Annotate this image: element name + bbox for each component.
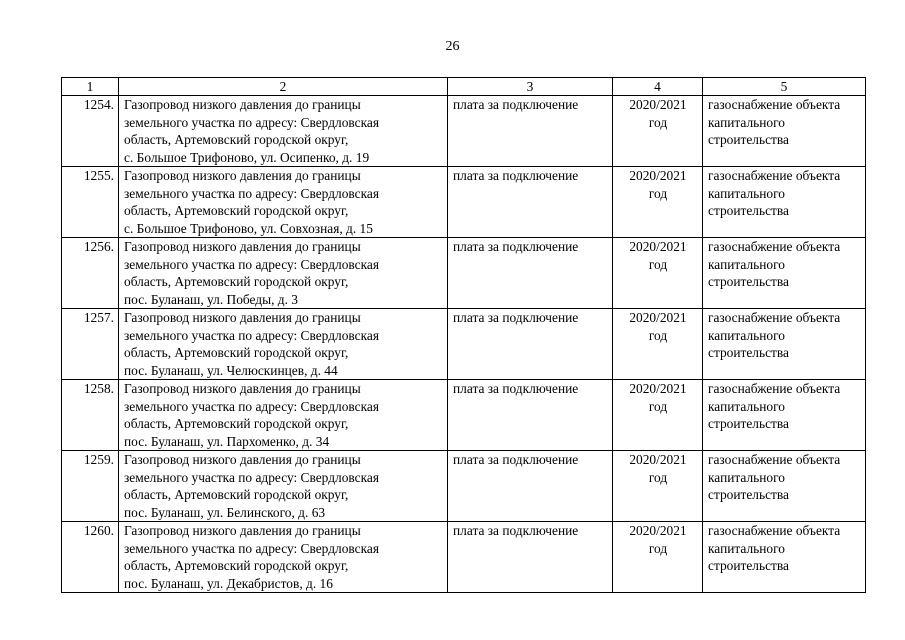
period-cell: [613, 309, 703, 380]
period-line: 2020/2021: [629, 310, 687, 325]
period-cell: [613, 380, 703, 451]
object-description-cell: [119, 167, 448, 238]
object-description-cell: [119, 309, 448, 380]
object-description-line: земельного участка по адресу: Свердловская: [124, 469, 379, 485]
object-description-line: Газопровод низкого давления до границы: [124, 310, 361, 325]
purpose-cell: [703, 96, 866, 167]
column-header-2: 2: [119, 78, 448, 96]
object-description-cell: [119, 451, 448, 522]
row-number-cell: 1259.: [62, 451, 119, 522]
object-description-line: Газопровод низкого давления до границы: [124, 523, 361, 538]
object-description-line: область, Артемовский городской округ,: [124, 416, 349, 431]
period-cell: [613, 167, 703, 238]
purpose-line: строительства: [708, 274, 789, 289]
object-description-line: область, Артемовский городской округ,: [124, 203, 349, 218]
funding-source-cell: плата за подключение: [448, 167, 613, 238]
object-description-line: пос. Буланаш, ул. Победы, д. 3: [124, 291, 298, 307]
column-header-3: 3: [448, 78, 613, 96]
period-line: 2020/2021: [629, 168, 687, 183]
purpose-cell: [703, 380, 866, 451]
column-header-4: 4: [613, 78, 703, 96]
object-description-cell: [119, 238, 448, 309]
row-number-cell: 1256.: [62, 238, 119, 309]
funding-source-cell: плата за подключение: [448, 522, 613, 593]
purpose-cell: [703, 522, 866, 593]
period-line: год: [648, 114, 668, 130]
row-number-cell: 1260.: [62, 522, 119, 593]
period-cell: [613, 451, 703, 522]
object-description-line: с. Большое Трифоново, ул. Совхозная, д. 15: [124, 220, 373, 236]
object-description-line: Газопровод низкого давления до границы: [124, 452, 361, 467]
purpose-line: газоснабжение объекта: [708, 97, 841, 112]
period-line: год: [648, 256, 668, 272]
row-number-cell: 1255.: [62, 167, 119, 238]
object-description-line: область, Артемовский городской округ,: [124, 558, 349, 573]
purpose-line: капитального: [708, 185, 785, 201]
purpose-line: капитального: [708, 540, 785, 556]
object-description-cell: [119, 96, 448, 167]
period-line: 2020/2021: [629, 523, 687, 538]
purpose-cell: [703, 167, 866, 238]
object-description-cell: [119, 522, 448, 593]
purpose-line: строительства: [708, 487, 789, 502]
object-description-line: земельного участка по адресу: Свердловская: [124, 327, 379, 343]
funding-source-cell: плата за подключение: [448, 309, 613, 380]
purpose-line: газоснабжение объекта: [708, 310, 841, 325]
table-header-row: [62, 78, 866, 96]
object-description-line: пос. Буланаш, ул. Декабристов, д. 16: [124, 575, 333, 591]
purpose-line: строительства: [708, 132, 789, 147]
object-description-line: земельного участка по адресу: Свердловская: [124, 256, 379, 272]
period-line: год: [648, 540, 668, 556]
object-description-line: область, Артемовский городской округ,: [124, 132, 349, 147]
table-row: [62, 96, 866, 167]
period-cell: [613, 522, 703, 593]
row-number-cell: 1257.: [62, 309, 119, 380]
object-description-line: земельного участка по адресу: Свердловская: [124, 540, 379, 556]
object-description-line: область, Артемовский городской округ,: [124, 274, 349, 289]
column-header-1: 1: [62, 78, 119, 96]
purpose-line: строительства: [708, 558, 789, 573]
purpose-line: капитального: [708, 398, 785, 414]
object-description-line: Газопровод низкого давления до границы: [124, 381, 361, 396]
table-body: [62, 96, 866, 593]
purpose-line: капитального: [708, 114, 785, 130]
page-number: 26: [445, 39, 460, 54]
purpose-line: капитального: [708, 256, 785, 272]
period-line: 2020/2021: [629, 381, 687, 396]
purpose-line: газоснабжение объекта: [708, 452, 841, 467]
table-row: [62, 451, 866, 522]
purpose-cell: [703, 451, 866, 522]
object-description-line: с. Большое Трифоново, ул. Осипенко, д. 19: [124, 149, 370, 165]
funding-source-cell: плата за подключение: [448, 380, 613, 451]
purpose-line: газоснабжение объекта: [708, 381, 841, 396]
period-line: год: [648, 185, 668, 201]
object-description-line: пос. Буланаш, ул. Пархоменко, д. 34: [124, 433, 330, 449]
period-line: год: [648, 469, 668, 485]
object-description-line: Газопровод низкого давления до границы: [124, 97, 361, 112]
purpose-cell: [703, 238, 866, 309]
object-description-line: Газопровод низкого давления до границы: [124, 168, 361, 183]
table-row: [62, 522, 866, 593]
purpose-line: строительства: [708, 416, 789, 431]
table-row: [62, 238, 866, 309]
object-description-line: Газопровод низкого давления до границы: [124, 239, 361, 254]
funding-source-cell: плата за подключение: [448, 451, 613, 522]
table-row: [62, 167, 866, 238]
purpose-line: капитального: [708, 327, 785, 343]
row-number-cell: 1254.: [62, 96, 119, 167]
object-description-line: область, Артемовский городской округ,: [124, 487, 349, 502]
funding-source-cell: плата за подключение: [448, 96, 613, 167]
purpose-line: строительства: [708, 345, 789, 360]
period-line: год: [648, 327, 668, 343]
investment-program-table: [61, 77, 866, 593]
funding-source-cell: плата за подключение: [448, 238, 613, 309]
purpose-line: газоснабжение объекта: [708, 239, 841, 254]
purpose-line: капитального: [708, 469, 785, 485]
object-description-line: земельного участка по адресу: Свердловская: [124, 114, 379, 130]
object-description-line: земельного участка по адресу: Свердловская: [124, 398, 379, 414]
object-description-line: пос. Буланаш, ул. Челюскинцев, д. 44: [124, 362, 338, 378]
purpose-line: газоснабжение объекта: [708, 523, 841, 538]
column-header-5: 5: [703, 78, 866, 96]
object-description-line: пос. Буланаш, ул. Белинского, д. 63: [124, 504, 326, 520]
object-description-line: область, Артемовский городской округ,: [124, 345, 349, 360]
period-line: год: [648, 398, 668, 414]
period-line: 2020/2021: [629, 97, 687, 112]
object-description-cell: [119, 380, 448, 451]
period-line: 2020/2021: [629, 239, 687, 254]
object-description-line: земельного участка по адресу: Свердловская: [124, 185, 379, 201]
period-line: 2020/2021: [629, 452, 687, 467]
purpose-line: строительства: [708, 203, 789, 218]
row-number-cell: 1258.: [62, 380, 119, 451]
table-row: [62, 309, 866, 380]
period-cell: [613, 96, 703, 167]
purpose-cell: [703, 309, 866, 380]
period-cell: [613, 238, 703, 309]
table-row: [62, 380, 866, 451]
purpose-line: газоснабжение объекта: [708, 168, 841, 183]
